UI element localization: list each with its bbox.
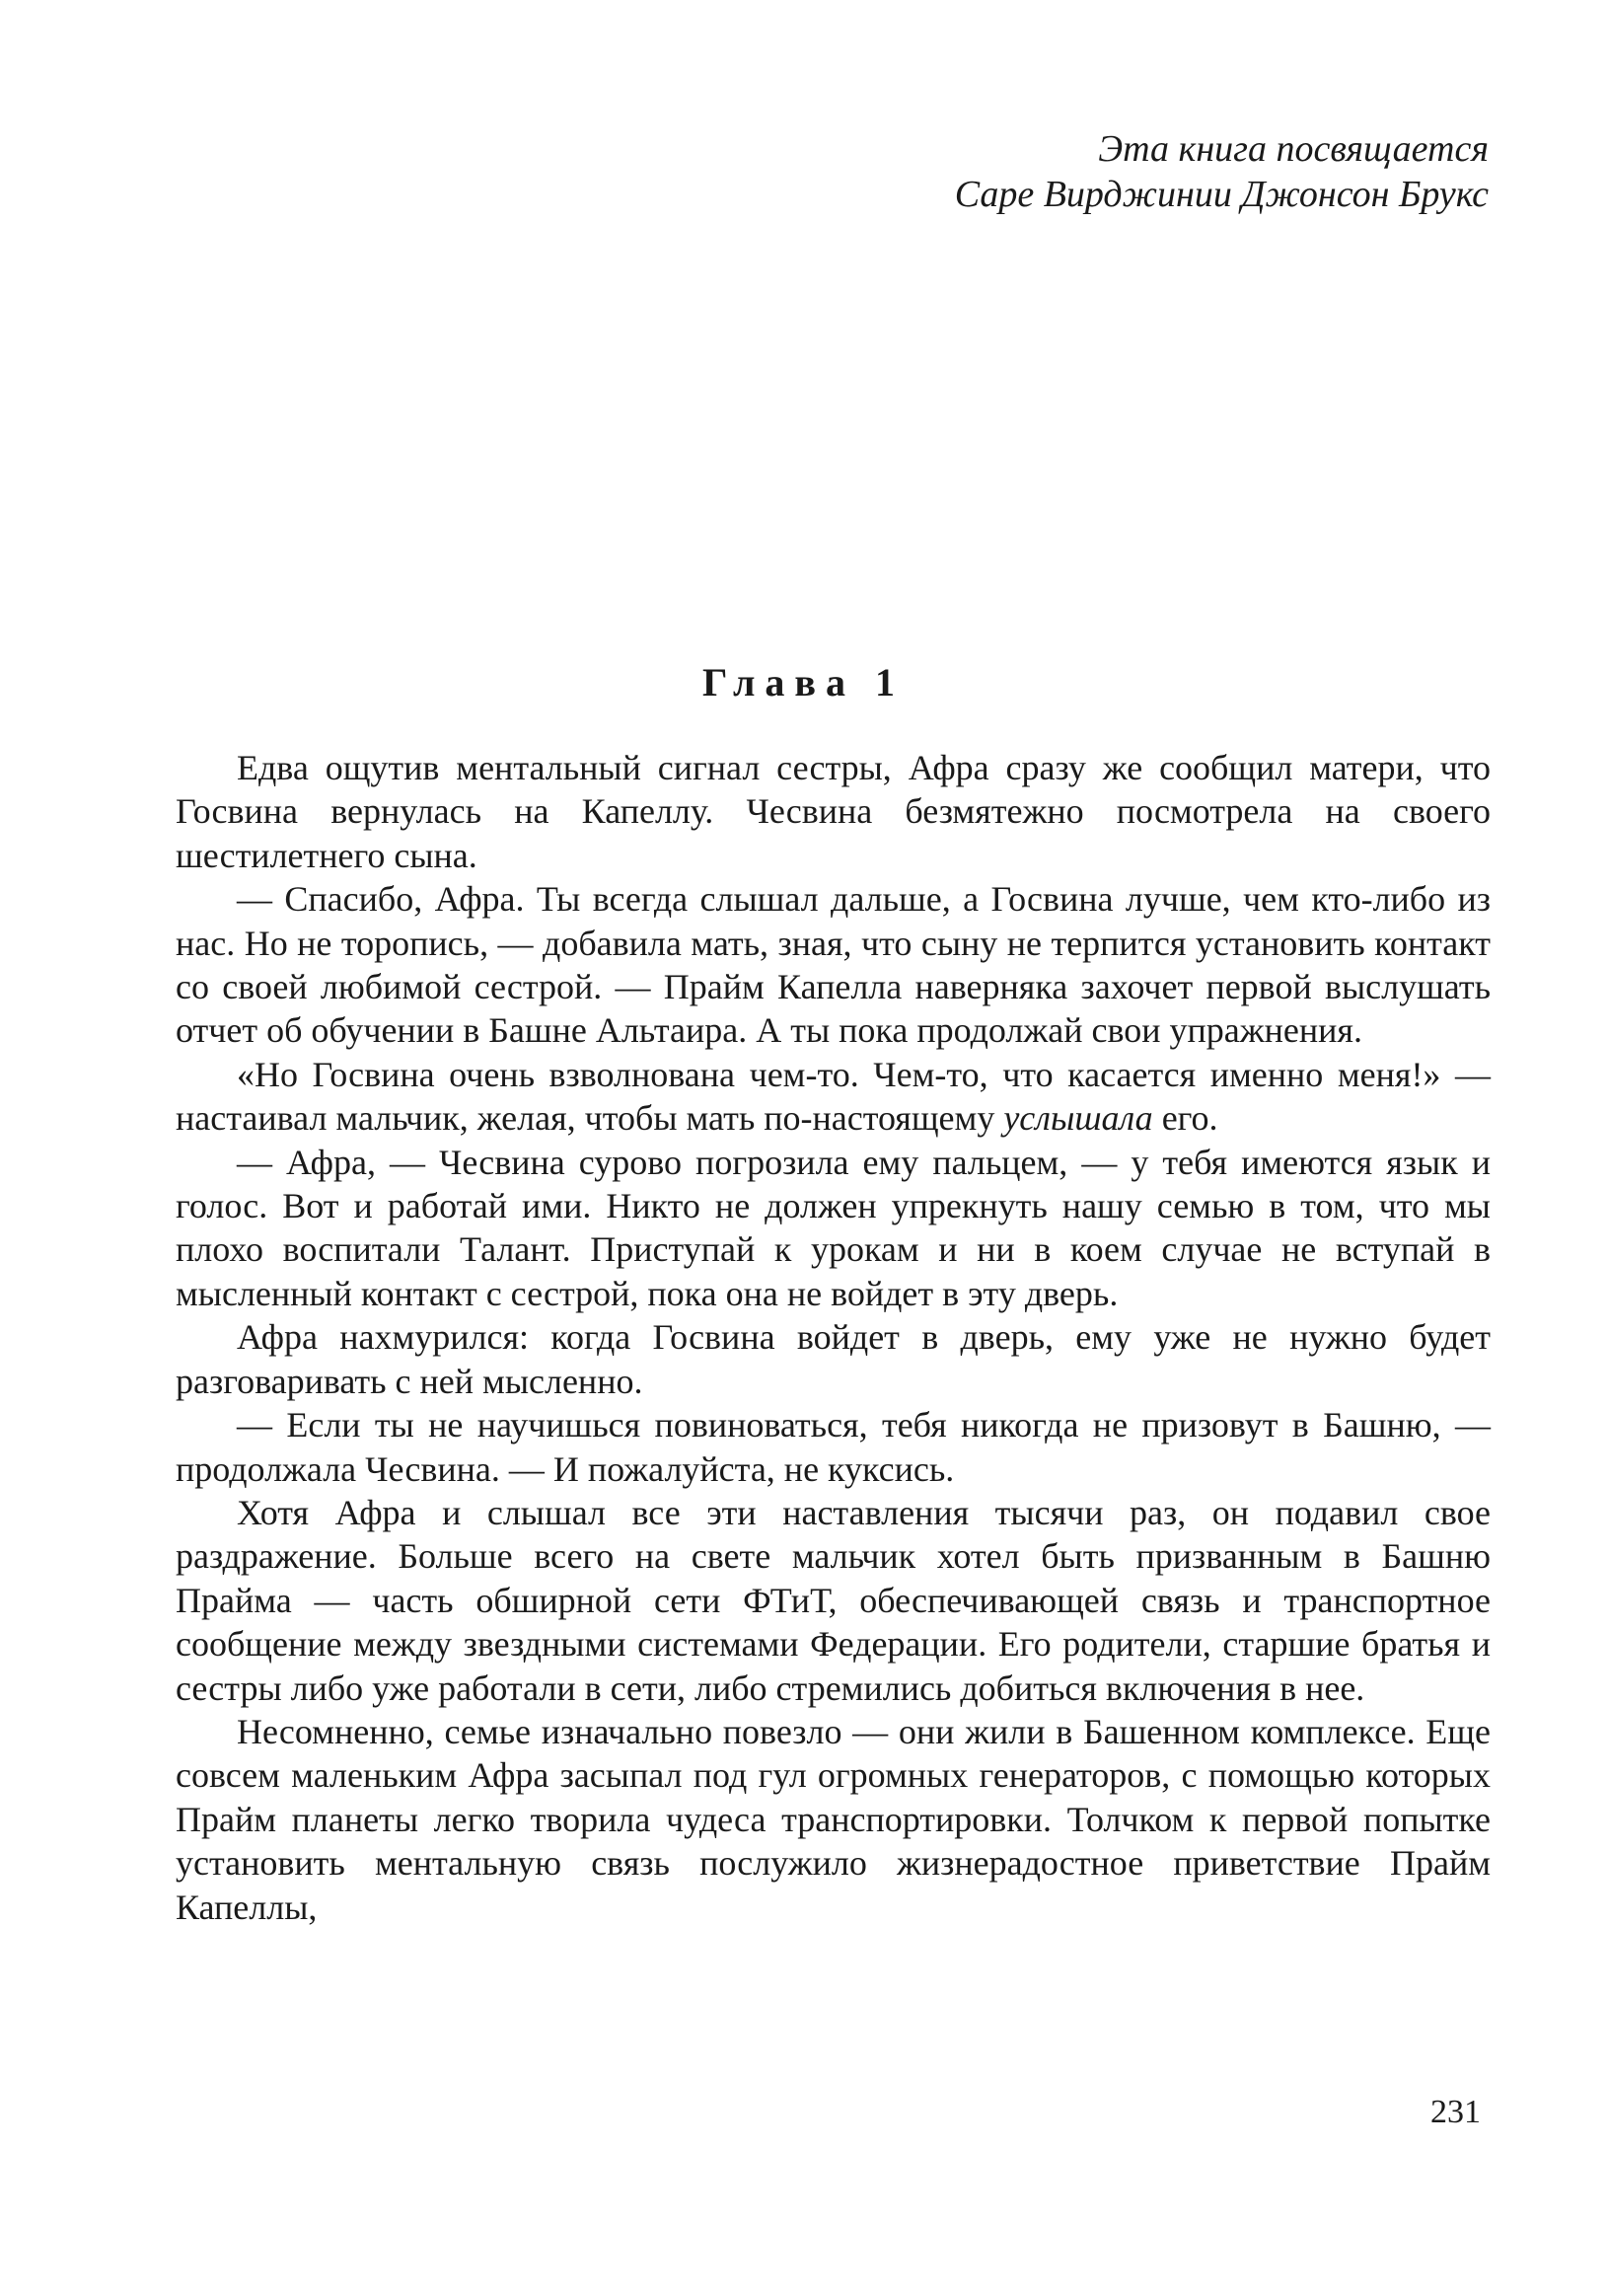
paragraph-emphasis: услышала — [1003, 1098, 1153, 1139]
dedication-line-2: Саре Вирджинии Джонсон Брукс — [954, 174, 1489, 215]
paragraph: — Спасибо, Афра. Ты всегда слышал дальше, а Госвина лучше, чем кто-либо из нас. Но не торопись, — добавила мать, зная, что сыну не терпится установить контакт со своей любимой сестрой. — Прайм Капелла наверняка захочет первой выслушать отчет об обучении в Башне Альтаира. А ты пока продолжай свои упражнения. — [176, 879, 1491, 1051]
dedication-line-1: Эта книга посвящается — [1098, 128, 1489, 170]
paragraph: — Если ты не научишься повиноваться, тебя никогда не призовут в Башню, — продолжала Чесвина. — И пожалуйста, не куксись. — [176, 1405, 1491, 1489]
page-number: 231 — [1430, 2094, 1481, 2130]
paragraph: Афра нахмурился: когда Госвина войдет в дверь, ему уже не нужно будет разговаривать с ней мысленно. — [176, 1317, 1491, 1401]
paragraph: Хотя Афра и слышал все эти наставления тысячи раз, он подавил свое раздражение. Больше всего на свете мальчик хотел быть призванным в Башню Прайма — часть обширной сети ФТиТ, обеспечивающей связь и транспортное сообщение между звездными системами Федерации. Его родители, старшие братья и сестры либо уже работали в сети, либо стремились добиться включения в нее. — [176, 1492, 1491, 1708]
paragraph: Несомненно, семье изначально повезло — они жили в Башенном комплексе. Еще совсем маленьким Афра засыпал под гул огромных генераторов, с помощью которых Прайм планеты легко творила чудеса транспортировки. Толчком к первой попытке установить ментальную связь послужило жизнерадостное приветствие Прайм Капеллы, — [176, 1711, 1491, 1927]
chapter-title: Глава 1 — [702, 660, 905, 704]
paragraph: — Афра, — Чесвина сурово погрозила ему пальцем, — у тебя имеются язык и голос. Вот и работай ими. Никто не должен упрекнуть нашу семью в том, что мы плохо воспитали Талант. Приступай к урокам и ни в коем случае не вступай в мысленный контакт с сестрой, пока она не войдет в эту дверь. — [176, 1142, 1491, 1313]
paragraph-text-after: его. — [1152, 1098, 1218, 1139]
paragraph — [176, 1053, 1491, 1141]
paragraph: Едва ощутив ментальный сигнал сестры, Афра сразу же сообщил матери, что Госвина вернулась на Капеллу. Чесвина безмятежно посмотрела на своего шестилетнего сына. — [176, 748, 1491, 875]
body-text — [176, 746, 1491, 1929]
dedication — [955, 126, 1489, 217]
paragraph-text: «Но Госвина очень взволнована чем-то. Чем-то, что касается именно меня!» — настаивал мальчик, желая, чтобы мать по-настоящему — [176, 1054, 1491, 1139]
